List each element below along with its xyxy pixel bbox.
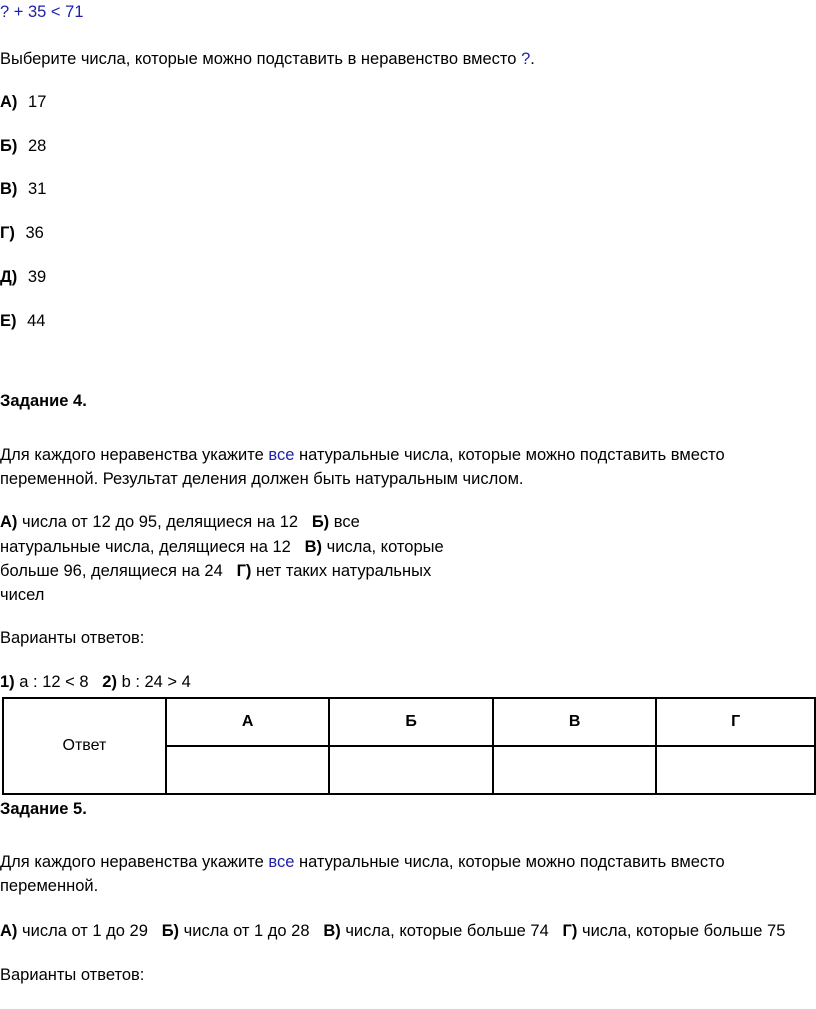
option-value: 31 xyxy=(28,180,47,198)
task4-inequalities xyxy=(0,670,191,694)
prompt-highlight: все xyxy=(268,853,295,871)
option-value: 28 xyxy=(27,137,47,155)
table-header-row xyxy=(3,698,815,746)
option-a xyxy=(0,90,46,114)
answer-row-label: Ответ xyxy=(3,698,166,794)
task5-prompt-line2: переменной. xyxy=(0,877,99,895)
choice-text: числа от 1 до 28 xyxy=(179,922,310,940)
task4-prompt-line2: переменной. Результат деления должен быть натуральным числом. xyxy=(0,470,524,488)
choice-text: нет таких натуральных xyxy=(251,562,432,580)
prompt-part: натуральные числа, которые можно подставить вместо xyxy=(294,853,725,871)
task3-prompt xyxy=(0,47,535,71)
option-letter: А) xyxy=(0,93,18,111)
choice-text: все xyxy=(329,513,360,531)
prompt-part: натуральные числа, которые можно подставить вместо xyxy=(294,446,725,464)
task4-prompt-line1 xyxy=(0,443,725,467)
choice-letter: Г) xyxy=(236,562,252,580)
column-header-c: В xyxy=(493,698,657,746)
choice-letter: В) xyxy=(323,922,341,940)
inequality-expr: b : 24 > 4 xyxy=(121,673,191,691)
answer-cell-c[interactable] xyxy=(493,746,657,794)
answer-cell-d[interactable] xyxy=(656,746,815,794)
option-value: 39 xyxy=(27,268,47,286)
choice-text: числа, которые больше 75 xyxy=(577,922,786,940)
option-d xyxy=(0,221,44,245)
inequality-placeholder: ? xyxy=(0,3,10,21)
task4-choices-line3 xyxy=(0,559,431,583)
task5-choices xyxy=(0,919,785,943)
choice-text: числа от 1 до 29 xyxy=(17,922,148,940)
choice-letter: А) xyxy=(0,922,18,940)
answer-cell-b[interactable] xyxy=(329,746,493,794)
column-header-b: Б xyxy=(329,698,493,746)
option-f xyxy=(0,309,45,333)
inequality-num: 1) xyxy=(0,673,15,691)
task5-prompt-line1 xyxy=(0,850,725,874)
choice-text: числа, которые xyxy=(322,538,444,556)
choice-text: числа от 12 до 95, делящиеся на 12 xyxy=(17,513,299,531)
task4-choices-line2 xyxy=(0,535,444,559)
choice-text: натуральные числа, делящиеся на 12 xyxy=(0,538,291,556)
inequality-expr: a : 12 < 8 xyxy=(19,673,89,691)
answer-table xyxy=(2,697,816,795)
prompt-highlight: все xyxy=(268,446,295,464)
prompt-part: Для каждого неравенства укажите xyxy=(0,446,269,464)
option-value: 36 xyxy=(25,224,44,242)
task5-variants-label: Варианты ответов: xyxy=(0,966,145,984)
option-value: 17 xyxy=(28,93,47,111)
column-header-d: Г xyxy=(656,698,815,746)
option-letter: Б) xyxy=(0,137,18,155)
choice-letter: А) xyxy=(0,513,18,531)
task4-choices-line1 xyxy=(0,510,360,534)
choice-letter: Б) xyxy=(311,513,330,531)
option-c xyxy=(0,177,46,201)
choice-letter: В) xyxy=(304,538,323,556)
option-letter: Е) xyxy=(0,312,17,330)
prompt-end: . xyxy=(530,50,535,68)
option-value: 44 xyxy=(27,312,46,330)
choice-letter: Г) xyxy=(562,922,578,940)
task4-choices-line4: чисел xyxy=(0,586,45,604)
choice-text: больше 96, делящиеся на 24 xyxy=(0,562,223,580)
option-letter: Г) xyxy=(0,224,15,242)
task4-variants-label: Варианты ответов: xyxy=(0,629,145,647)
inequality-rest: + 35 < 71 xyxy=(9,3,84,21)
task3-inequality xyxy=(0,0,84,24)
option-letter: Д) xyxy=(0,268,18,286)
option-b xyxy=(0,134,46,158)
choice-text: числа, которые больше 74 xyxy=(340,922,549,940)
choice-letter: Б) xyxy=(161,922,180,940)
answer-cell-a[interactable] xyxy=(166,746,330,794)
option-letter: В) xyxy=(0,180,18,198)
task4-title: Задание 4. xyxy=(0,392,87,410)
prompt-part: Для каждого неравенства укажите xyxy=(0,853,269,871)
option-e xyxy=(0,265,46,289)
task5-title: Задание 5. xyxy=(0,800,87,818)
prompt-mark: ? xyxy=(521,50,531,68)
prompt-text: Выберите числа, которые можно подставить в неравенство вместо xyxy=(0,50,522,68)
column-header-a: А xyxy=(166,698,330,746)
inequality-num: 2) xyxy=(102,673,117,691)
